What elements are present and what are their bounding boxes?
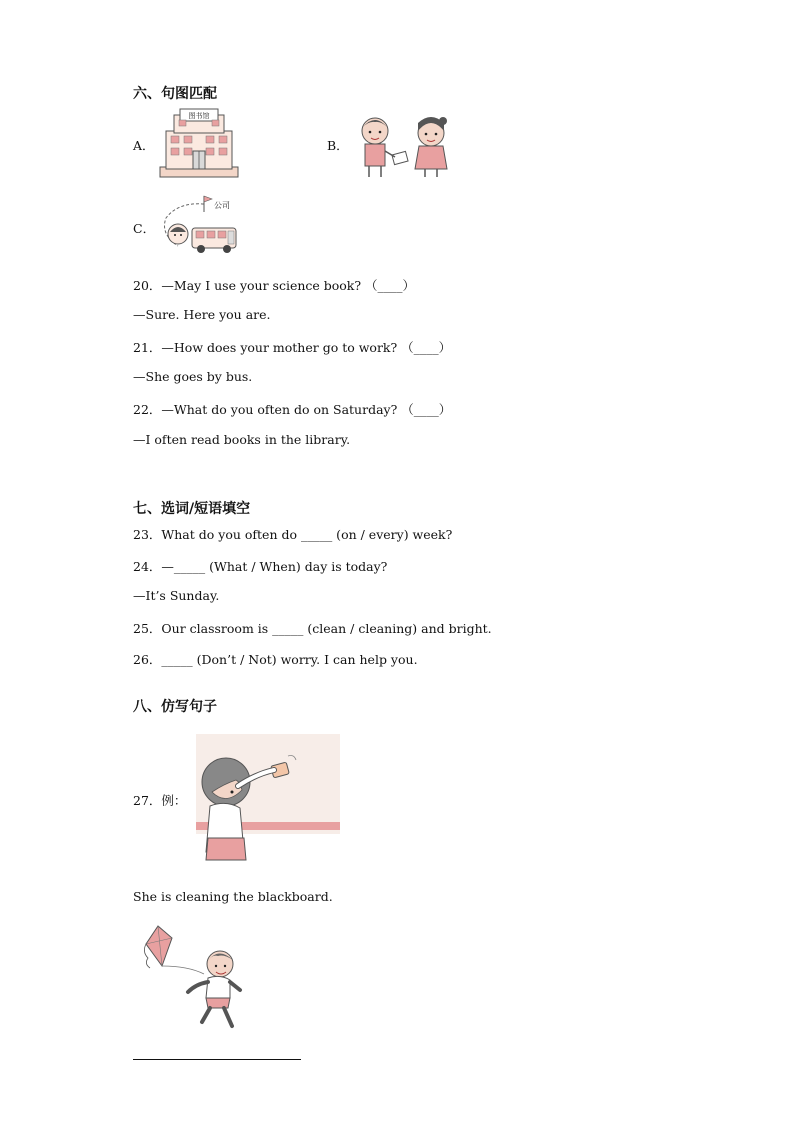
section-8-title: 八、仿写句子: [133, 699, 217, 715]
answer-21-dialogue: —She goes by bus.: [133, 369, 253, 384]
question-21: 21．—How does your mother go to work? （____）: [133, 340, 452, 355]
boy-borrowing-book-picture: [355, 113, 455, 179]
question-25: 25．Our classroom is _____ (clean / cleaning) and bright.: [133, 621, 492, 636]
question-22: 22．—What do you often do on Saturday? （____）: [133, 402, 452, 417]
answer-22-dialogue: —I often read books in the library.: [133, 432, 351, 447]
boy-flying-kite-picture: [138, 922, 246, 1030]
answer-24-dialogue: —It’s Sunday.: [133, 588, 220, 603]
option-b-label: B．: [327, 138, 349, 153]
section-7-title: 七、选词/短语填空: [133, 501, 251, 517]
question-20: 20．—May I use your science book? （____）: [133, 278, 416, 293]
company-flag-text: 公司: [214, 201, 230, 210]
question-24: 24．—_____ (What / When) day is today?: [133, 559, 388, 574]
library-sign-text: 图书馆: [188, 112, 210, 120]
answer-writing-line[interactable]: [133, 1059, 301, 1060]
question-26: 26．_____ (Don’t / Not) worry. I can help you.: [133, 652, 418, 667]
section-6-title: 六、句图匹配: [133, 86, 217, 102]
option-c-label: C．: [133, 221, 156, 236]
example-sentence: She is cleaning the blackboard.: [133, 889, 333, 904]
question-27-example-label: 27．例：: [133, 793, 187, 808]
library-building-picture: [158, 107, 240, 179]
girl-cleaning-blackboard-picture: [196, 734, 340, 862]
bus-to-company-picture: [158, 194, 242, 256]
answer-20-dialogue: —Sure. Here you are.: [133, 307, 271, 322]
question-23: 23．What do you often do _____ (on / every) week?: [133, 527, 453, 542]
option-a-label: A．: [133, 138, 155, 153]
